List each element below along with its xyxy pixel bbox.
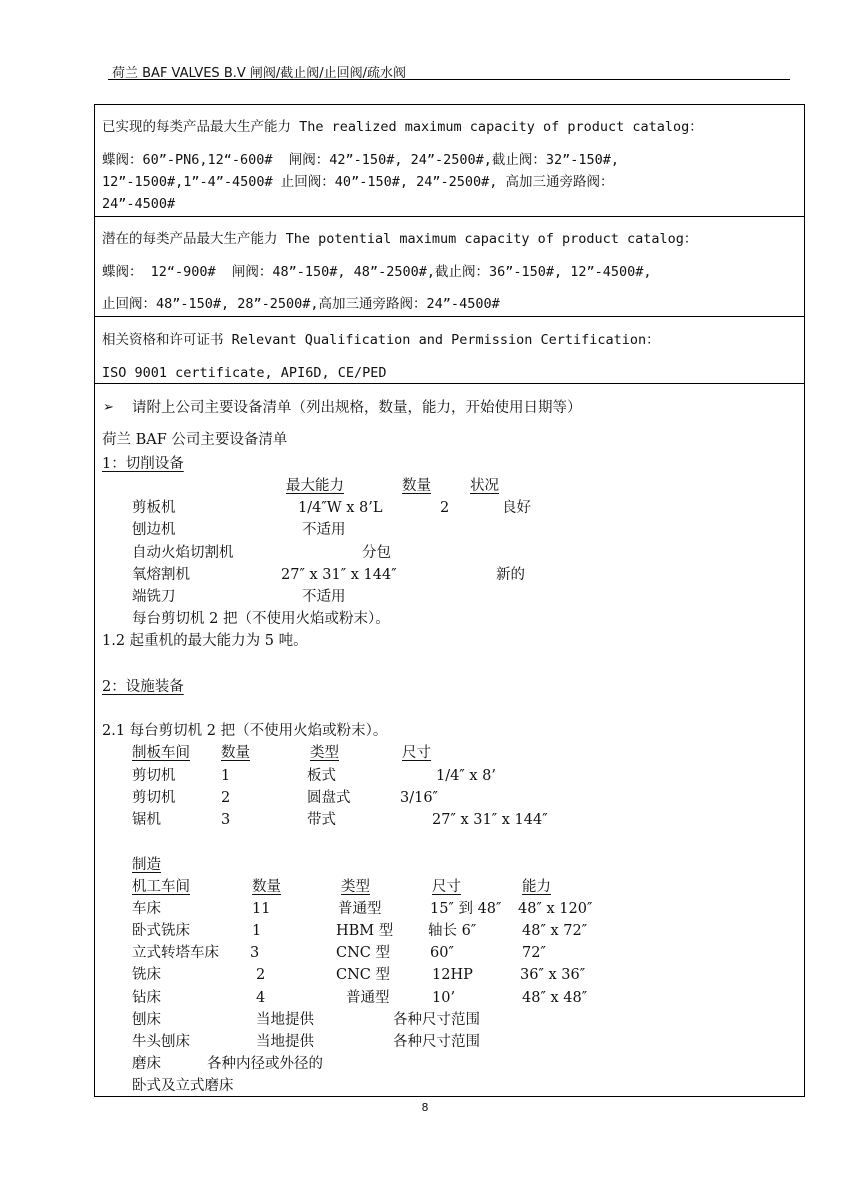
machine-col-type: 类型 — [341, 879, 370, 895]
machine-row-name: 车床 — [132, 901, 161, 917]
plate-col-size: 尺寸 — [402, 745, 431, 761]
machine-row-type: 普通型 — [346, 990, 390, 1006]
machine-row-name: 钻床 — [132, 990, 161, 1006]
grinder2-name: 卧式及立式磨床 — [132, 1078, 234, 1094]
potential-line-1: 蝶阀： 12“-900# 闸阀：48”-150#, 48”-2500#,截止阀：36”-150#, 12”-4500#, — [102, 264, 652, 280]
plate-col-type: 类型 — [310, 745, 339, 761]
machine-row-size: 12HP — [432, 967, 473, 983]
cutting-col-qty: 数量 — [402, 478, 431, 494]
machine-row-size: 10’ — [432, 990, 456, 1006]
facility-heading: 2：设施装备 — [102, 679, 184, 695]
machine-col-size: 尺寸 — [432, 879, 461, 895]
machine-row-type: CNC 型 — [336, 967, 390, 983]
cutting-row-status: 新的 — [496, 567, 525, 583]
plate-row-type: 带式 — [307, 812, 336, 828]
plate-row-size: 1/4″ x 8’ — [436, 768, 496, 784]
grinder-desc: 各种内径或外径的 — [207, 1056, 323, 1072]
machine-col-qty: 数量 — [252, 879, 281, 895]
realized-title: 已实现的每类产品最大生产能力 The realized maximum capacity of product catalog： — [102, 119, 703, 135]
machine-row-capacity: 48″ x 72″ — [522, 923, 588, 939]
shaper-supply: 当地提供 — [256, 1034, 314, 1050]
machine-row-name: 立式转塔车床 — [132, 945, 219, 961]
machine-row-type: CNC 型 — [336, 945, 390, 961]
equipment-request: 请附上公司主要设备清单（列出规格，数量，能力，开始使用日期等） — [132, 400, 582, 416]
shaper-range: 各种尺寸范围 — [393, 1034, 480, 1050]
plate-col-shop: 制板车间 — [132, 745, 190, 761]
plate-col-qty: 数量 — [221, 745, 250, 761]
cutting-row-capacity: 1/4″W x 8’L — [298, 500, 383, 516]
header-rule — [108, 79, 790, 80]
plate-row-name: 剪切机 — [132, 768, 176, 784]
cutting-row-qty: 2 — [440, 500, 450, 516]
realized-line-2: 12”-1500#,1”-4”-4500# 止回阀：40”-150#, 24”-2500#, 高加三通旁路阀： — [102, 174, 614, 190]
cutting-note-2: 1.2 起重机的最大能力为 5 吨。 — [102, 633, 308, 649]
plate-row-name: 锯机 — [132, 812, 161, 828]
row-divider — [94, 316, 805, 317]
equipment-list-title: 荷兰 BAF 公司主要设备清单 — [102, 432, 288, 448]
realized-line-1: 蝶阀：60”-PN6,12“-600# 闸阀：42”-150#, 24”-2500#,截止阀：32”-150#, — [102, 152, 620, 168]
machine-row-name: 铣床 — [132, 967, 161, 983]
cutting-col-capacity: 最大能力 — [286, 478, 344, 494]
machine-row-qty: 11 — [252, 901, 271, 917]
grinder-name: 磨床 — [132, 1056, 161, 1072]
plate-row-qty: 2 — [221, 790, 231, 806]
qualification-title: 相关资格和许可证书 Relevant Qualification and Permission Certification： — [102, 332, 660, 348]
potential-line-2: 止回阀：48”-150#, 28”-2500#,高加三通旁路阀：24”-4500# — [102, 296, 500, 312]
machine-row-capacity: 36″ x 36″ — [520, 967, 586, 983]
machine-col-capacity: 能力 — [522, 879, 551, 895]
plate-row-qty: 3 — [221, 812, 231, 828]
machine-row-name: 卧式铣床 — [132, 923, 190, 939]
cutting-row-name: 氧熔割机 — [132, 567, 190, 583]
row-divider — [94, 216, 805, 217]
machine-row-size: 轴长 6″ — [428, 923, 477, 939]
machine-row-capacity: 72″ — [522, 945, 546, 961]
plate-row-size: 3/16″ — [400, 790, 438, 806]
page-header: 荷兰 BAF VALVES B.V 闸阀/截止阀/止回阀/疏水阀 — [112, 66, 407, 81]
cutting-col-status: 状况 — [470, 478, 499, 494]
machine-row-capacity: 48″ x 48″ — [522, 990, 588, 1006]
machine-row-qty: 3 — [250, 945, 260, 961]
qualification-line-1: ISO 9001 certificate, API6D, CE/PED — [102, 365, 387, 381]
cutting-row-capacity: 分包 — [362, 545, 391, 561]
planer-range: 各种尺寸范围 — [393, 1012, 480, 1028]
realized-line-3: 24”-4500# — [102, 196, 176, 212]
cutting-row-capacity: 不适用 — [302, 589, 346, 605]
cutting-row-name: 自动火焰切割机 — [132, 545, 234, 561]
plate-row-size: 27″ x 31″ x 144″ — [432, 812, 548, 828]
machine-row-size: 60″ — [430, 945, 454, 961]
plate-row-type: 圆盘式 — [307, 790, 351, 806]
row-divider — [94, 383, 805, 384]
shaper-name: 牛头刨床 — [132, 1034, 190, 1050]
bullet-arrow-icon: ➢ — [103, 400, 114, 415]
machine-row-qty: 2 — [256, 967, 266, 983]
plate-row-qty: 1 — [221, 768, 231, 784]
machine-row-qty: 1 — [252, 923, 262, 939]
cutting-row-capacity: 不适用 — [302, 522, 346, 538]
machine-row-qty: 4 — [256, 990, 266, 1006]
cutting-note-1: 每台剪切机 2 把（不使用火焰或粉末）。 — [132, 611, 390, 627]
plate-row-name: 剪切机 — [132, 790, 176, 806]
facility-note: 2.1 每台剪切机 2 把（不使用火焰或粉末）。 — [102, 723, 388, 739]
cutting-row-status: 良好 — [502, 500, 531, 516]
plate-row-type: 板式 — [307, 768, 336, 784]
manufacturing-heading: 制造 — [132, 857, 161, 873]
potential-title: 潜在的每类产品最大生产能力 The potential maximum capacity of product catalog： — [102, 231, 698, 247]
machine-row-type: HBM 型 — [336, 923, 394, 939]
machine-row-type: 普通型 — [338, 901, 382, 917]
cutting-row-name: 刨边机 — [132, 522, 176, 538]
machine-row-size: 15″ 到 48″ — [430, 901, 502, 917]
planer-supply: 当地提供 — [256, 1012, 314, 1028]
page-number: 8 — [421, 1101, 429, 1114]
machine-col-shop: 机工车间 — [132, 879, 190, 895]
cutting-heading: 1：切削设备 — [102, 456, 184, 472]
cutting-row-name: 剪板机 — [132, 500, 176, 516]
cutting-row-name: 端铣刀 — [132, 589, 176, 605]
planer-name: 刨床 — [132, 1012, 161, 1028]
cutting-row-capacity: 27″ x 31″ x 144″ — [281, 567, 397, 583]
machine-row-capacity: 48″ x 120″ — [518, 901, 593, 917]
